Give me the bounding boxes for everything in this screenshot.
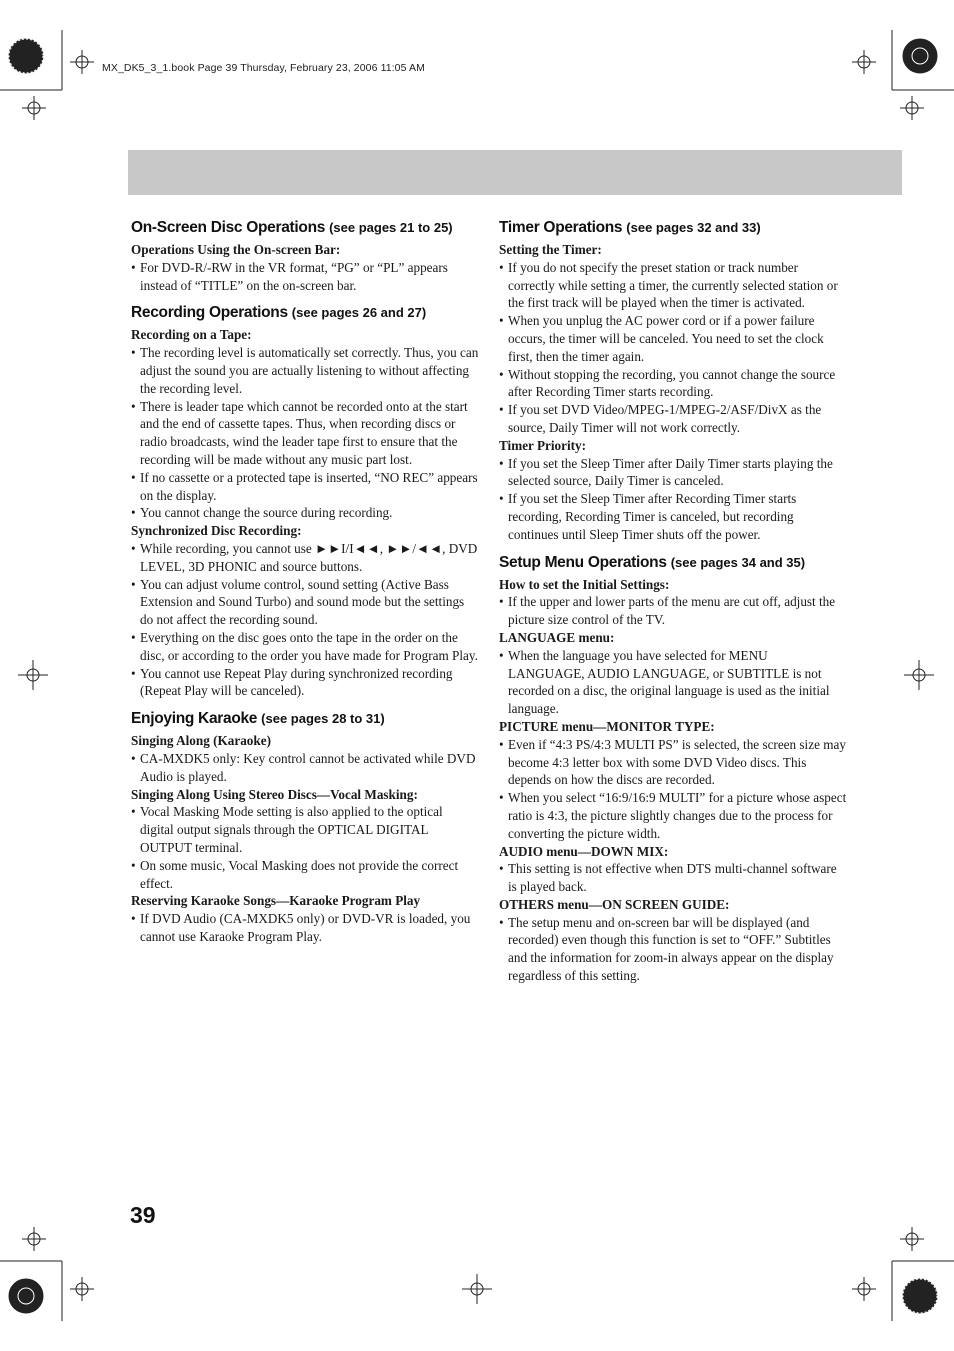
- section-title: [499, 218, 847, 238]
- bullet-item: • This setting is not effective when DTS multi-channel software is played back.: [499, 860, 847, 896]
- section-title-text: Recording Operations: [131, 304, 288, 322]
- bullet-list: [131, 540, 479, 700]
- section-page-reference: (see pages 34 and 35): [670, 554, 806, 570]
- bullet-item: • On some music, Vocal Masking does not provide the correct effect.: [131, 857, 479, 893]
- registration-mark-bottom-left: [0, 1201, 130, 1351]
- subheading: AUDIO menu—DOWN MIX:: [499, 843, 669, 859]
- subheading: LANGUAGE menu:: [499, 629, 615, 645]
- registration-mark-bottom-center: [462, 1274, 492, 1304]
- section-page-reference: (see pages 28 to 31): [261, 711, 385, 727]
- bullet-list: [499, 593, 847, 629]
- subheading: PICTURE menu—MONITOR TYPE:: [499, 718, 715, 734]
- bullet-item: • If you do not specify the preset station or track number correctly while setting a timer, the currently selected station or the first track will be played when the timer is activated.: [499, 259, 847, 312]
- header-band: [128, 150, 902, 195]
- bullet-item: • Everything on the disc goes onto the tape in the order on the disc, or according to the order you have made for Program Play.: [131, 629, 479, 665]
- bullet-list: [131, 344, 479, 522]
- bullet-list: [131, 910, 479, 946]
- section-page-reference: (see pages 32 and 33): [626, 220, 761, 235]
- section-recording-operations: [131, 303, 479, 700]
- bullet-list: [499, 259, 847, 437]
- subheading: Singing Along Using Stereo Discs—Vocal Masking:: [131, 786, 418, 802]
- bullet-item: • You can adjust volume control, sound setting (Active Bass Extension and Sound Turbo) and sound mode but the settings do not affect the recording sound.: [131, 576, 479, 629]
- bullet-item: • When you unplug the AC power cord or if a power failure occurs, the timer will be canceled. You need to set the clock first, then the timer again.: [499, 312, 847, 365]
- section-title-text: Setup Menu Operations: [499, 553, 667, 571]
- bullet-item: • While recording, you cannot use ►►I/I◄◄, ►►/◄◄, DVD LEVEL, 3D PHONIC and source buttons.: [131, 540, 479, 576]
- bullet-item: • If you set DVD Video/MPEG-1/MPEG-2/ASF/DivX as the source, Daily Timer will not work correctly.: [499, 401, 847, 437]
- right-column: [499, 218, 847, 994]
- bullet-item: • Even if “4:3 PS/4:3 MULTI PS” is selected, the screen size may become 4:3 letter box with some DVD Video discs. This depends on how the discs are recorded.: [499, 736, 847, 789]
- section-title: [131, 303, 479, 323]
- section-timer-operations: [499, 218, 847, 544]
- bullet-item: • If no cassette or a protected tape is inserted, “NO REC” appears on the display.: [131, 469, 479, 505]
- section-title-text: Enjoying Karaoke: [131, 710, 258, 728]
- registration-mark-top-right: [824, 0, 954, 150]
- section-setup-menu-operations: [499, 553, 847, 985]
- bullet-item: • Without stopping the recording, you cannot change the source after Recording Timer starts recording.: [499, 366, 847, 402]
- section-title-text: On-Screen Disc Operations: [131, 219, 326, 236]
- registration-mark-top-left: [0, 0, 130, 150]
- section-page-reference: (see pages 21 to 25): [329, 220, 453, 235]
- bullet-item: • You cannot use Repeat Play during synchronized recording (Repeat Play will be canceled).: [131, 665, 479, 701]
- subheading: Singing Along (Karaoke): [131, 733, 271, 749]
- bullet-item: • There is leader tape which cannot be recorded onto at the start and the end of cassette tapes. Thus, when recording discs or radio broadcasts, wind the leader tape first to ensure that the recording will be made without any music part lost.: [131, 398, 479, 469]
- registration-mark-mid-right: [904, 660, 934, 690]
- bullet-item: • When the language you have selected for MENU LANGUAGE, AUDIO LANGUAGE, or SUBTITLE is not recorded on a disc, the original language is used as the initial language.: [499, 647, 847, 718]
- bullet-item: • If you set the Sleep Timer after Recording Timer starts recording, Recording Timer is canceled, but recording continues until Sleep Timer shuts off the power.: [499, 490, 847, 543]
- bullet-item: • If the upper and lower parts of the menu are cut off, adjust the picture size control of the TV.: [499, 593, 847, 629]
- subheading: Timer Priority:: [499, 437, 587, 453]
- page-number: 39: [130, 1202, 156, 1228]
- bullet-list: [131, 259, 479, 295]
- bullet-item: • Vocal Masking Mode setting is also applied to the optical digital output signals through the OPTICAL DIGITAL OUTPUT terminal.: [131, 803, 479, 856]
- print-header-info: MX_DK5_3_1.book Page 39 Thursday, February 23, 2006 11:05 AM: [102, 62, 425, 74]
- bullet-item: • The recording level is automatically set correctly. Thus, you can adjust the sound you are actually listening to without affecting the recording level.: [131, 344, 479, 397]
- bullet-list: [131, 750, 479, 786]
- subheading: Operations Using the On-screen Bar:: [131, 242, 341, 257]
- bullet-list: [499, 914, 847, 985]
- section-title-text: Timer Operations: [499, 219, 623, 236]
- section-page-reference: (see pages 26 and 27): [291, 305, 427, 321]
- subheading: Recording on a Tape:: [131, 327, 252, 343]
- subheading: Synchronized Disc Recording:: [131, 523, 302, 539]
- left-column: [131, 218, 479, 955]
- bullet-list: [499, 647, 847, 718]
- bullet-item: • If you set the Sleep Timer after Daily Timer starts playing the selected source, Daily Timer is canceled.: [499, 455, 847, 491]
- bullet-item: • For DVD-R/-RW in the VR format, “PG” or “PL” appears instead of “TITLE” on the on-screen bar.: [131, 259, 479, 295]
- bullet-item: • When you select “16:9/16:9 MULTI” for a picture whose aspect ratio is 4:3, the picture slightly changes due to the process for converting the picture width.: [499, 789, 847, 842]
- registration-mark-mid-left: [18, 660, 48, 690]
- bullet-list: [499, 455, 847, 544]
- section-enjoying-karaoke: [131, 709, 479, 946]
- bullet-item: • If DVD Audio (CA-MXDK5 only) or DVD-VR is loaded, you cannot use Karaoke Program Play.: [131, 910, 479, 946]
- bullet-item: • CA-MXDK5 only: Key control cannot be activated while DVD Audio is played.: [131, 750, 479, 786]
- subheading: Setting the Timer:: [499, 242, 602, 257]
- subheading: Reserving Karaoke Songs—Karaoke Program Play: [131, 893, 421, 909]
- bullet-list: [499, 860, 847, 896]
- subheading: How to set the Initial Settings:: [499, 576, 670, 592]
- section-on-screen-disc-operations: [131, 218, 479, 294]
- section-title: [499, 553, 847, 573]
- section-title: [131, 709, 479, 729]
- bullet-list: [131, 803, 479, 892]
- bullet-item: • You cannot change the source during recording.: [131, 504, 479, 522]
- subheading: OTHERS menu—ON SCREEN GUIDE:: [499, 896, 730, 912]
- bullet-item: • The setup menu and on-screen bar will be displayed (and recorded) even though this function is set to “OFF.” Subtitles and the information for zoom-in always appear on the display regardless of this setting.: [499, 914, 847, 985]
- section-title: [131, 218, 479, 238]
- registration-mark-bottom-right: [824, 1201, 954, 1351]
- bullet-list: [499, 736, 847, 843]
